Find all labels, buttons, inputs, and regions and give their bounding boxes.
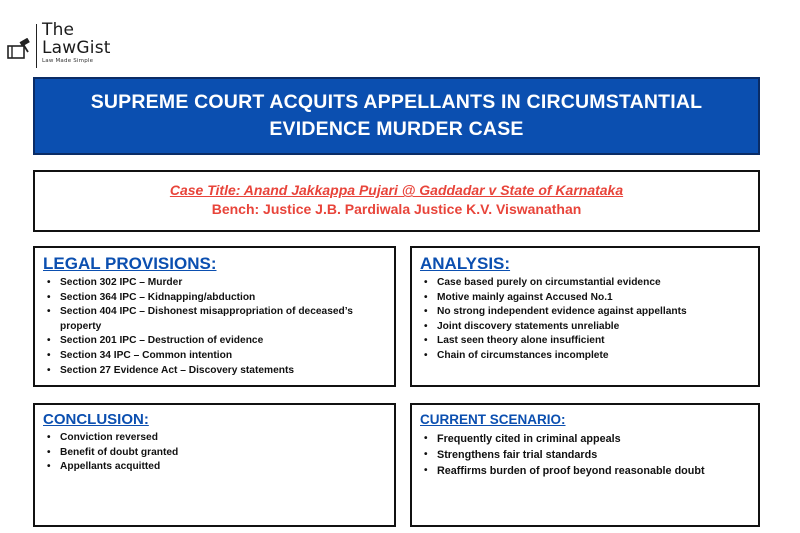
logo-word-the: The bbox=[42, 20, 75, 40]
analysis-heading: ANALYSIS: bbox=[420, 254, 511, 273]
list-item: • Reaffirms burden of proof beyond reasonable doubt bbox=[420, 463, 750, 479]
list-item: • Conviction reversed bbox=[43, 431, 386, 446]
page-title: SUPREME COURT ACQUITS APPELLANTS IN CIRCUMSTANTIAL EVIDENCE MURDER CASE bbox=[90, 91, 703, 140]
list-item: • Section 27 Evidence Act – Discovery statements bbox=[43, 364, 386, 379]
legal-provisions-heading: LEGAL PROVISIONS: bbox=[43, 254, 217, 273]
conclusion-heading: CONCLUSION: bbox=[43, 411, 149, 428]
logo-tagline: Law Made Simple bbox=[42, 58, 94, 64]
legal-provisions-box bbox=[33, 246, 396, 387]
list-item: • Section 364 IPC – Kidnapping/abduction bbox=[43, 291, 386, 306]
case-bench: Bench: Justice J.B. Pardiwala Justice K.V. Viswanathan bbox=[211, 201, 582, 217]
list-item: • No strong independent evidence against appellants bbox=[420, 305, 750, 320]
conclusion-box bbox=[33, 403, 396, 527]
list-item: • Section 201 IPC – Destruction of evidence bbox=[43, 334, 386, 349]
logo-divider bbox=[36, 24, 37, 68]
list-item: • Chain of circumstances incomplete bbox=[420, 349, 750, 364]
list-item: • Appellants acquitted bbox=[43, 460, 386, 475]
logo-text bbox=[42, 22, 111, 65]
analysis-box bbox=[410, 246, 760, 387]
list-item: • Strengthens fair trial standards bbox=[420, 447, 750, 463]
list-item: • Section 404 IPC – Dishonest misappropriation of deceased’s property bbox=[43, 305, 386, 334]
list-item: • Benefit of doubt granted bbox=[43, 446, 386, 461]
title-banner bbox=[33, 77, 760, 155]
list-item: • Joint discovery statements unreliable bbox=[420, 320, 750, 335]
list-item: • Section 302 IPC – Murder bbox=[43, 276, 386, 291]
list-item: • Frequently cited in criminal appeals bbox=[420, 431, 750, 447]
list-item: • Last seen theory alone insufficient bbox=[420, 334, 750, 349]
case-title: Case Title: Anand Jakkappa Pujari @ Gaddadar v State of Karnataka bbox=[169, 182, 624, 198]
case-info-box bbox=[33, 170, 760, 232]
gavel-book-icon bbox=[6, 38, 32, 60]
list-item: • Section 34 IPC – Common intention bbox=[43, 349, 386, 364]
current-scenario-box bbox=[410, 403, 760, 527]
current-scenario-list bbox=[420, 431, 750, 479]
list-item: • Case based purely on circumstantial evidence bbox=[420, 276, 750, 291]
legal-provisions-list bbox=[43, 276, 386, 378]
list-item: • Motive mainly against Accused No.1 bbox=[420, 291, 750, 306]
current-scenario-heading: CURRENT SCENARIO: bbox=[420, 412, 566, 427]
logo-word-lawgist: LawGist bbox=[42, 38, 111, 58]
conclusion-list bbox=[43, 431, 386, 475]
brand-logo bbox=[6, 22, 126, 70]
analysis-list bbox=[420, 276, 750, 364]
